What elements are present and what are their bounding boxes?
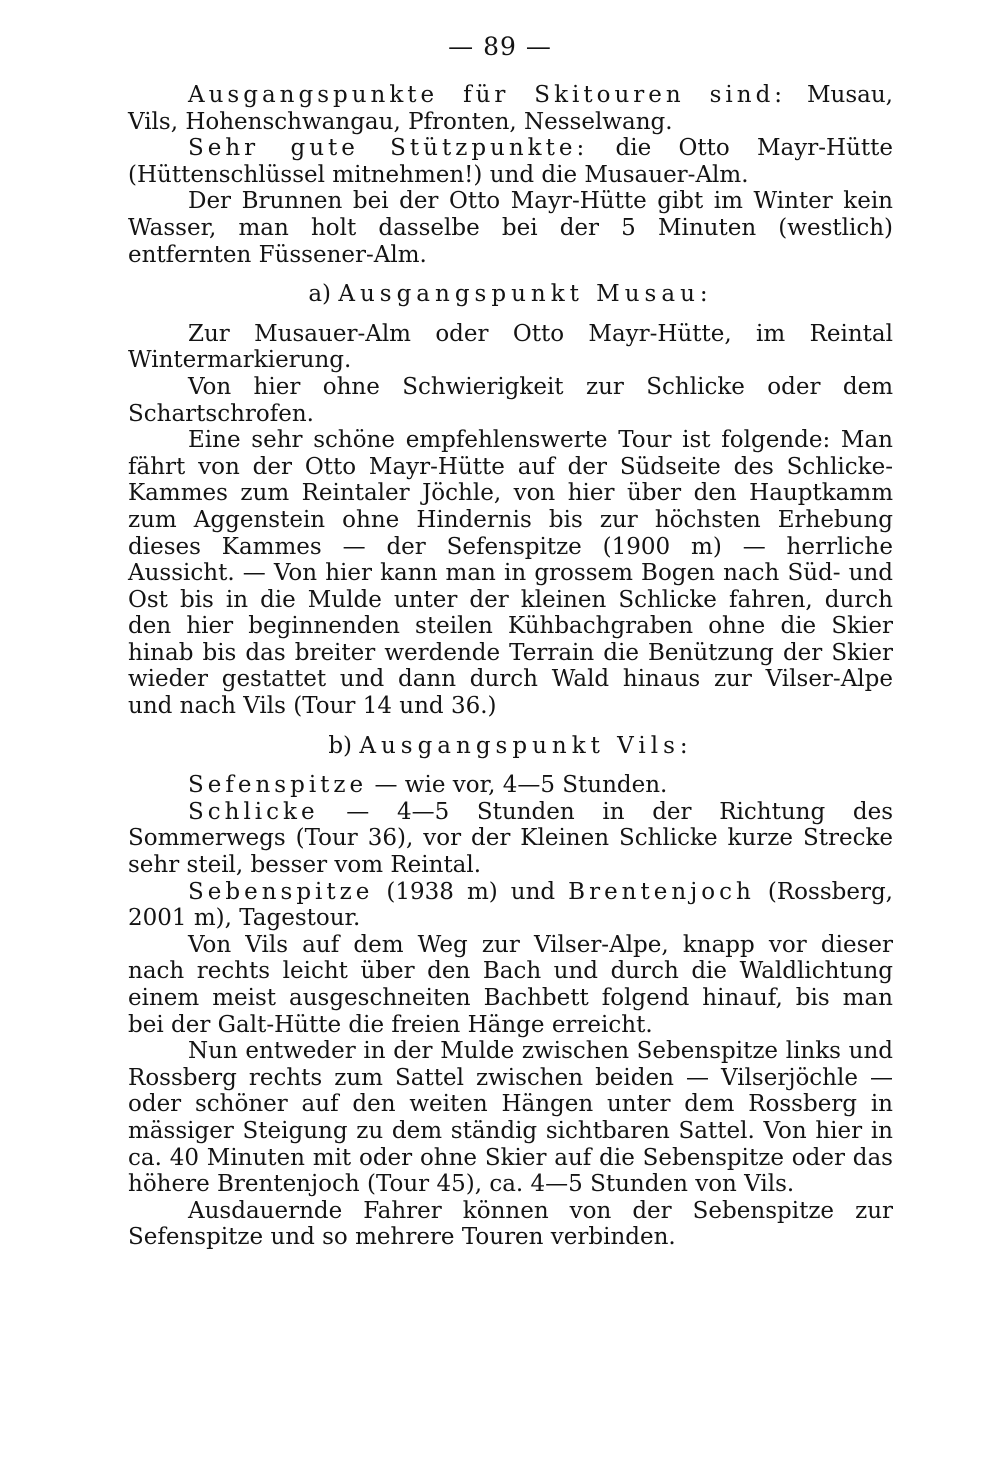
paragraph-text: Von Vils auf dem Weg zur Vilser-Alpe, knapp vor dieser nach rechts leicht über den Bach und durch die Waldlichtung einem meist ausgeschneiten Bachbett folgend hinauf, bis man bei der Galt-Hütte die freien Hänge erreicht. [128,931,893,1038]
page-number: — 89 — [448,32,552,61]
section-heading-prefix: b) [328,732,360,759]
paragraph-text: — wie vor, 4—5 Stunden. [367,772,668,799]
paragraph [128,932,893,1038]
paragraph [128,321,893,374]
paragraph [128,188,893,268]
paragraph-text: Von hier ohne Schwierigkeit zur Schlicke oder dem Schartschrofen. [128,373,893,427]
paragraph [128,799,893,879]
paragraph [128,1038,893,1198]
spaced-term: Schlicke [188,798,319,825]
spaced-term: Brentenjoch [568,878,755,905]
section-heading [128,733,893,760]
paragraph-text: Eine sehr schöne empfehlenswerte Tour ist folgende: Man fährt von der Otto Mayr-Hütte auf der Südseite des Schlicke-Kammes zum Reintaler Jöchle, von hier über den Hauptkamm zum Aggenstein ohne Hindernis bis zur höchsten Erhebung dieses Kammes — der Sefenspitze (1900 m) — herrliche Aussicht. — Von hier kann man in grossem Bogen nach Süd- und Ost bis in die Mulde unter der kleinen Schlicke fahren, durch den hier beginnenden steilen Kühbachgraben ohne die Skier hinab bis das breiter werdende Terrain die Benützung der Skier wieder gestattet und dann durch Wald hinaus zur Vilser-Alpe und nach Vils (Tour 14 und 36.) [128,427,893,720]
section-heading [128,281,893,308]
spaced-term: Sefenspitze [188,772,368,799]
spaced-term: Ausgangspunkte für Skitouren sind: [188,82,787,108]
paragraph [128,879,893,932]
paragraph-text: Musau, Vils, Hohenschwangau, Pfronten, Nesselwang. [128,82,893,135]
section-heading-title: Ausgangspunkt Vils: [359,732,693,759]
paragraph-text: — 4—5 Stunden in der Richtung des Sommerwegs (Tour 36), vor der Kleinen Schlicke kurze Strecke sehr steil, besser vom Reintal. [128,798,893,879]
paragraph [128,135,893,188]
paragraph [128,82,893,135]
page-body [128,82,893,1251]
paragraph-text: (Rossberg, 2001 m), Tagestour. [128,878,893,932]
paragraph [128,772,893,799]
paragraph [128,427,893,720]
paragraph [128,374,893,427]
paragraph [128,1198,893,1251]
spaced-term: Sehr gute Stützpunkte: [188,135,589,162]
spaced-term: Sebenspitze [188,878,374,905]
paragraph-text: (1938 m) und [373,878,569,905]
paragraph-text: Nun entweder in der Mulde zwischen Sebenspitze links und Rossberg rechts zum Sattel zwischen beiden — Vilserjöchle — oder schöner auf den weiten Hängen unter dem Rossberg in mässiger Steigung zu dem ständig sichtbaren Sattel. Von hier in ca. 40 Minuten mit oder ohne Skier auf die Sebenspitze oder das höhere Brentenjoch (Tour 45), ca. 4—5 Stunden von Vils. [128,1038,893,1198]
section-heading-prefix: a) [308,281,339,308]
paragraph-text: Der Brunnen bei der Otto Mayr-Hütte gibt im Winter kein Wasser, man holt dasselbe bei der 5 Minuten (westlich) entfernten Füssener-Alm. [128,188,893,268]
paragraph-text: Zur Musauer-Alm oder Otto Mayr-Hütte, im Reintal Wintermarkierung. [128,320,893,374]
paragraph-text: Ausdauernde Fahrer können von der Sebenspitze zur Sefenspitze und so mehrere Touren verbinden. [128,1197,893,1251]
section-heading-title: Ausgangspunkt Musau: [338,281,713,308]
paragraph-text: die Otto Mayr-Hütte (Hüttenschlüssel mitnehmen!) und die Musauer-Alm. [128,135,893,188]
